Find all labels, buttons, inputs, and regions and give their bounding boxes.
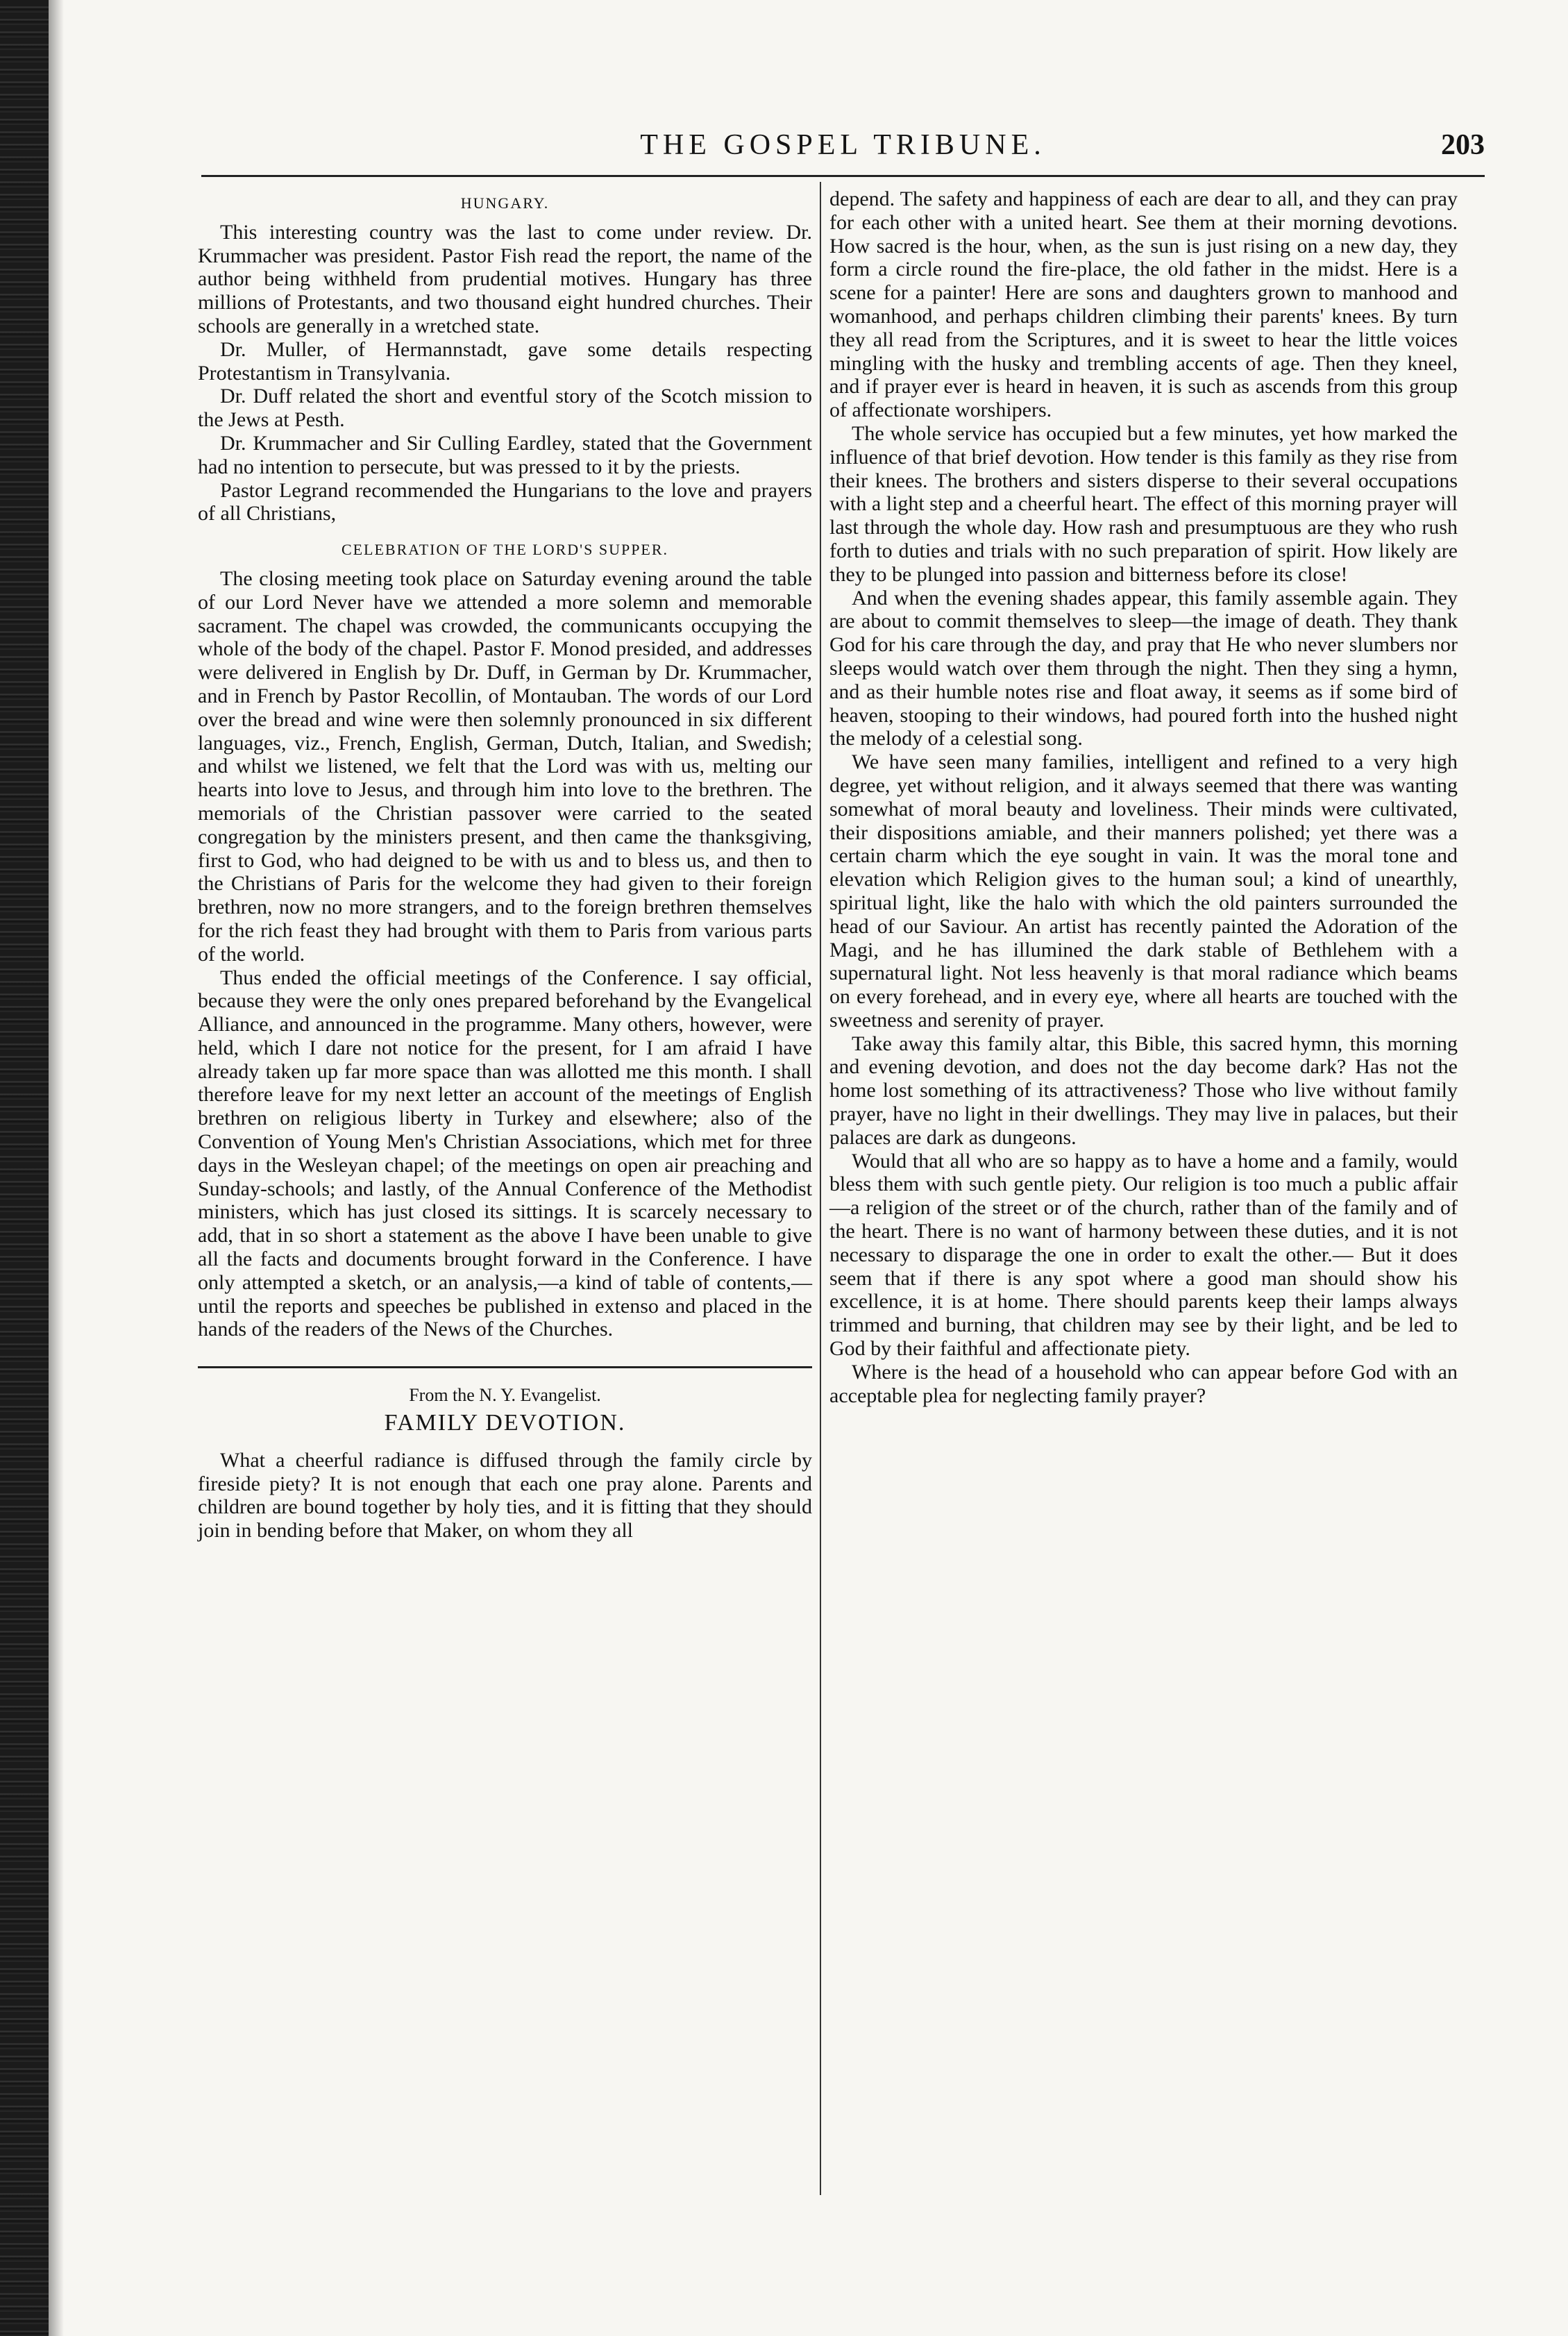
column-divider [820,182,821,2195]
paragraph: What a cheerful radiance is diffused through the family circle by fireside piety? It is not enough that each one pray alone. Parents and children are bound together by holy ties, and it is fitting that they should join in bending before that Maker, on whom they all [198,1448,812,1543]
right-column [829,187,1458,1407]
paragraph: Dr. Duff related the short and eventful story of the Scotch mission to the Jews at Pesth. [198,385,812,432]
paragraph: And when the evening shades appear, this family assemble again. They are about to commit themselves to sleep—the image of death. They thank God for his care through the day, and pray that He who never slumbers nor sleeps would watch over them through the night. Then they sing a hymn, and as their humble notes rise and float away, it seems as if some bird of heaven, stooping to their windows, had poured forth into the hushed night the melody of a celestial song. [829,586,1458,750]
section-heading-supper: CELEBRATION OF THE LORD'S SUPPER. [341,541,669,559]
left-column [198,187,812,1543]
paragraph: The closing meeting took place on Saturday evening around the table of our Lord Never have we attended a more solemn and memorable sacrament. The chapel was crowded, the communicants occupying the whole of the body of the chapel. Pastor F. Monod presided, and addresses were delivered in English by Dr. Duff, in German by Dr. Krummacher, and in French by Pastor Recollin, of Montauban. The words of our Lord over the bread and wine were then solemnly pronounced in six different languages, viz., French, English, German, Dutch, Italian, and Swedish; and whilst we listened, we felt that the Lord was with us, melting our hearts into love to Jesus, and through him into love to the brethren. The memorials of the Christian passover were carried to the seated congregation by the ministers present, and then came the thanksgiving, first to God, who had deigned to be with us and to bless us, and then to the Christians of Paris for the welcome they had given to their foreign brethren, now no more strangers, and to the foreign brethren themselves for the rich feast they had brought with them to Paris from various parts of the world. [198,566,812,966]
paragraph: Take away this family altar, this Bible, this sacred hymn, this morning and evening devotion, and does not the day become dark? Has not the home lost something of its attractiveness? Those who live without family prayer, have no light in their dwellings. They may live in palaces, but their palaces are dark as dungeons. [829,1032,1458,1149]
paragraph: The whole service has occupied but a few minutes, yet how marked the influence of that brief devotion. How tender is this family as they rise from their knees. The brothers and sisters disperse to their several occupations with a light step and a cheerful heart. The effect of this morning prayer will last through the whole day. How rash and presumptuous are they who rush forth to duties and trials with no such preparation of spirit. How likely are they to be plunged into passion and bitterness before its close! [829,421,1458,586]
paragraph: Where is the head of a household who can appear before God with an acceptable plea for neglecting family prayer? [829,1360,1458,1407]
article-separator-rule [198,1366,812,1368]
paragraph: Thus ended the official meetings of the Conference. I say official, because they were the only ones prepared beforehand by the Evangelical Alliance, and announced in the programme. Many others, however, were held, which I dare not notice for the present, for I am afraid I have already taken up far more space than was allotted me this month. I shall therefore leave for my next letter an account of the meetings of English brethren on religious liberty in Turkey and elsewhere; also of the Convention of Young Men's Christian Associations, which met for three days in the Wesleyan chapel; of the meetings on open air preaching and Sunday-schools; and lastly, of the Annual Conference of the Methodist ministers, which has just closed its sittings. It is scarcely necessary to add, that in so short a statement as the above I have been unable to give all the facts and documents brought forward in the Conference. I have only attempted a sketch, or an analysis,—a kind of table of contents,—until the reports and speeches be published in extenso and placed in the hands of the readers of the News of the Churches. [198,966,812,1341]
article-title: FAMILY DEVOTION. [384,1410,626,1436]
paragraph: Would that all who are so happy as to have a home and a family, would bless them with such gentle piety. Our religion is too much a public affair—a religion of the street or of the church, rather than of the family and of the heart. There is no want of harmony between these duties, and it is not necessary to disparage the one in order to exalt the other.— But it does seem that if there is any spot where a good man should show his excellence, it is at home. There should parents keep their lamps always trimmed and burning, that children may see by their light, and be led to God by their faithful and affectionate piety. [829,1149,1458,1361]
page-header [201,128,1485,170]
paragraph: depend. The safety and happiness of each are dear to all, and they can pray for each other with a united heart. See them at their morning devotions. How sacred is the hour, when, as the sun is just rising on a new day, they form a circle round the fire-place, the old father in the midst. Here is a scene for a painter! Here are sons and daughters grown to manhood and womanhood, and perhaps children climbing their parents' knees. By turn they all read from the Scriptures, and it is sweet to hear the little voices mingling with the husky and trembling accents of age. Then they kneel, and if prayer ever is heard in heaven, it is such as ascends from this group of affectionate worshipers. [829,187,1458,422]
section-heading-hungary: HUNGARY. [460,194,550,212]
page-number: 203 [1441,129,1485,161]
page-binding-edge [0,0,49,2336]
source-line: From the N. Y. Evangelist. [409,1385,601,1406]
paragraph: This interesting country was the last to come under review. Dr. Krummacher was president. Pastor Fish read the report, the name of the author being withheld from prudential motives. Hungary has three millions of Protestants, and two thousand eight hundred churches. Their schools are generally in a wretched state. [198,220,812,337]
paragraph: Dr. Muller, of Hermannstadt, gave some details respecting Protestantism in Transylvania. [198,337,812,385]
running-title: THE GOSPEL TRIBUNE. [640,129,1046,161]
paragraph: We have seen many families, intelligent and refined to a very high degree, yet without religion, and it always seemed that there was wanting somewhat of moral beauty and loveliness. Their minds were cultivated, their dispositions amiable, and their manners polished; yet there was a certain charm which the eye sought in vain. It was the moral tone and elevation which Religion gives to the human soul; a kind of unearthly, spiritual light, like the halo with which the old painters surrounded the head of our Saviour. An artist has recently painted the Adoration of the Magi, and he has illumined the dark stable of Bethlehem with a supernatural light. Not less heavenly is that moral radiance which beams on every forehead, and in every eye, where all hearts are touched with the sweetness and serenity of prayer. [829,750,1458,1032]
header-rule [201,175,1485,177]
paragraph: Pastor Legrand recommended the Hungarians to the love and prayers of all Christians, [198,478,812,526]
paragraph: Dr. Krummacher and Sir Culling Eardley, stated that the Government had no intention to persecute, but was pressed to it by the priests. [198,431,812,478]
